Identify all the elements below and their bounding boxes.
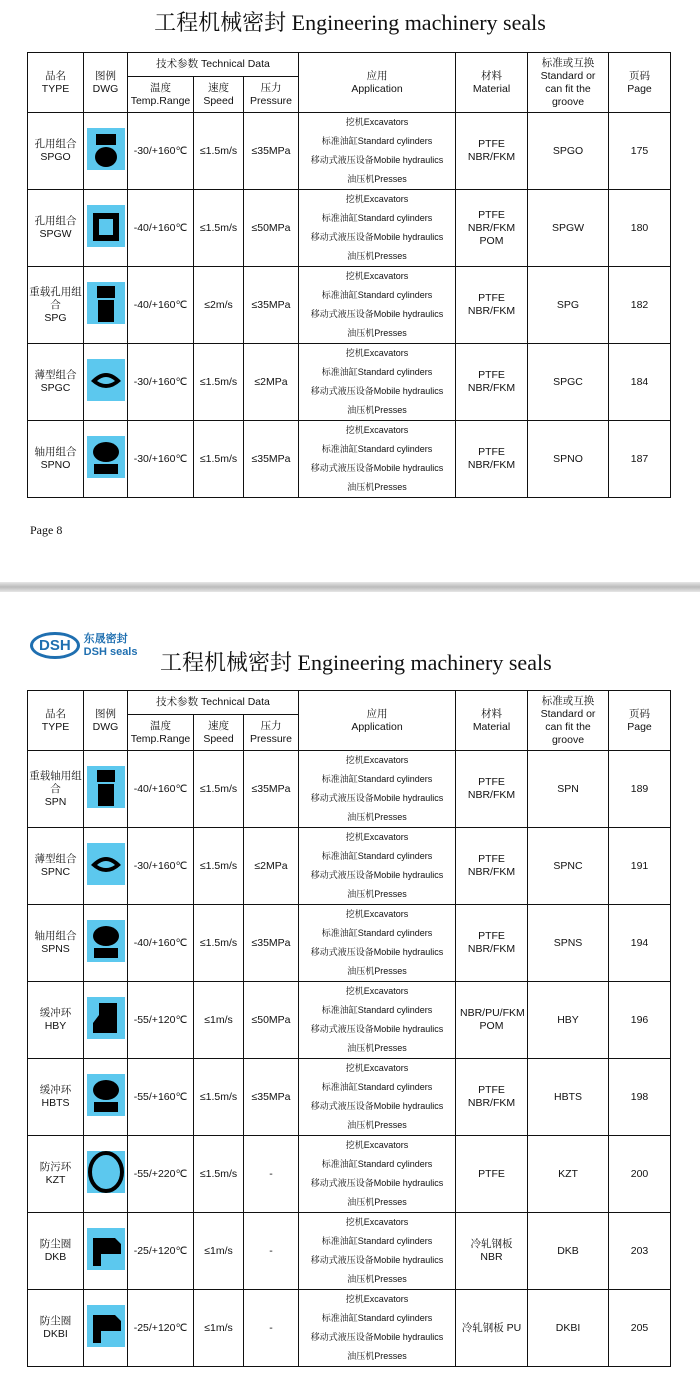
standard: KZT	[558, 1167, 578, 1180]
application-header-cn: 应用	[366, 707, 388, 720]
dsh-logo	[30, 632, 137, 659]
speed: ≤1.5m/s	[199, 859, 238, 872]
pressure: ≤35MPa	[251, 298, 291, 311]
type-cn: 防尘圈	[39, 1315, 72, 1327]
temp-range: -40/+160℃	[133, 221, 188, 234]
application-item: 标准油缸Standard cylinders	[321, 1313, 433, 1323]
application-item: 标准油缸Standard cylinders	[321, 213, 433, 223]
page-separator	[0, 582, 700, 592]
page-ref: 180	[630, 221, 649, 234]
table-row	[28, 190, 671, 267]
speed: ≤1.5m/s	[199, 221, 238, 234]
speed: ≤1.5m/s	[199, 375, 238, 388]
standard: SPGO	[552, 144, 584, 157]
material-header-cn: 材料	[481, 69, 502, 82]
dwg-header-cn: 图例	[95, 69, 116, 82]
temp-range: -30/+160℃	[133, 144, 188, 157]
table-row	[28, 828, 671, 905]
temp-header: Temp.Range	[130, 732, 191, 745]
speed: ≤1.5m/s	[199, 452, 238, 465]
type-cn: 防尘圈	[39, 1238, 72, 1250]
application-item: 油压机Presses	[347, 174, 407, 184]
temp-range: -40/+160℃	[133, 936, 188, 949]
application-item: 标准油缸Standard cylinders	[321, 1159, 433, 1169]
type-code: SPNO	[40, 459, 71, 471]
page-ref: 194	[630, 936, 649, 949]
pressure: -	[269, 1167, 273, 1180]
standard: SPN	[557, 782, 579, 795]
application-item: 标准油缸Standard cylinders	[321, 851, 433, 861]
application-item: 挖机Excavators	[345, 117, 409, 127]
seals-table-page-8	[27, 52, 671, 498]
material: PTFE NBR/FKM	[467, 930, 516, 955]
type-code: KZT	[45, 1174, 66, 1186]
temp-range: -25/+120℃	[133, 1321, 188, 1334]
application-item: 标准油缸Standard cylinders	[321, 774, 433, 784]
pressure-header-cn: 压力	[260, 719, 282, 732]
application-item: 油压机Presses	[347, 1351, 407, 1361]
page-title: 工程机械密封 Engineering machinery seals	[154, 10, 546, 35]
seal-drawing-icon	[87, 282, 125, 324]
application-header-cn: 应用	[366, 69, 388, 82]
type-header-cn: 品名	[45, 707, 66, 720]
temp-range: -55/+160℃	[133, 1090, 188, 1103]
standard-header: 标准或互换 Standard or can fit the groove	[540, 694, 596, 746]
dwg-header: DWG	[92, 720, 119, 733]
standard: SPG	[556, 298, 580, 311]
table-row	[28, 1290, 671, 1367]
table-row	[28, 1213, 671, 1290]
seal-drawing-icon	[87, 205, 125, 247]
application-item: 标准油缸Standard cylinders	[321, 1236, 433, 1246]
speed: ≤2m/s	[204, 298, 233, 311]
temp-range: -55/+120℃	[133, 1013, 188, 1026]
application-item: 挖机Excavators	[345, 271, 409, 281]
application-item: 油压机Presses	[347, 251, 407, 261]
pressure: ≤35MPa	[251, 782, 291, 795]
pressure: ≤35MPa	[251, 452, 291, 465]
speed: ≤1m/s	[204, 1244, 233, 1257]
type-cn: 孔用组合	[34, 138, 77, 150]
pressure: -	[269, 1244, 273, 1257]
application-item: 移动式液压设备Mobile hydraulics	[310, 1024, 444, 1034]
page-ref: 203	[630, 1244, 649, 1257]
page-ref: 205	[630, 1321, 649, 1334]
header-row	[28, 691, 671, 715]
type-code: SPNC	[40, 866, 71, 878]
application-item: 移动式液压设备Mobile hydraulics	[310, 870, 444, 880]
page-ref: 187	[630, 452, 649, 465]
application-item: 挖机Excavators	[345, 1140, 409, 1150]
seal-drawing-icon	[87, 359, 125, 401]
application-item: 挖机Excavators	[345, 425, 409, 435]
standard: SPNS	[553, 936, 583, 949]
material: PTFE NBR/FKM	[467, 1084, 516, 1109]
standard: HBY	[557, 1013, 579, 1026]
page-header-cn: 页码	[629, 69, 650, 82]
seal-drawing-icon	[87, 1305, 125, 1347]
logo-mark: DSH	[30, 632, 80, 659]
page-ref: 189	[630, 782, 649, 795]
application-item: 移动式液压设备Mobile hydraulics	[310, 1332, 444, 1342]
material: PTFE NBR/FKM	[467, 292, 516, 317]
pressure: -	[269, 1321, 273, 1334]
dwg-header: DWG	[92, 82, 119, 95]
page-ref: 184	[630, 375, 649, 388]
seal-drawing-icon	[87, 766, 125, 808]
pressure: ≤2MPa	[254, 375, 288, 388]
application-item: 移动式液压设备Mobile hydraulics	[310, 232, 444, 242]
application-item: 标准油缸Standard cylinders	[321, 1082, 433, 1092]
type-code: SPGO	[40, 151, 71, 163]
table-row	[28, 1059, 671, 1136]
speed-header-cn: 速度	[208, 81, 229, 94]
standard: DKB	[557, 1244, 579, 1257]
standard: HBTS	[553, 1090, 582, 1103]
material: PTFE	[478, 1167, 505, 1180]
material-header: Material	[472, 82, 511, 95]
material: PTFE NBR/FKM	[467, 446, 516, 471]
seal-drawing-icon	[87, 1151, 125, 1193]
type-header: TYPE	[41, 720, 70, 733]
temp-header-cn: 温度	[150, 719, 171, 732]
page-ref: 200	[630, 1167, 649, 1180]
technical-data-header: 技术参数 Technical Data	[156, 58, 270, 70]
type-code: HBY	[44, 1020, 67, 1032]
speed: ≤1.5m/s	[199, 1090, 238, 1103]
standard: SPGW	[551, 221, 585, 234]
pressure-header: Pressure	[249, 94, 292, 107]
standard: SPGC	[553, 375, 583, 388]
temp-range: -30/+160℃	[133, 859, 188, 872]
application-item: 油压机Presses	[347, 966, 407, 976]
seal-drawing-icon	[87, 843, 125, 885]
speed-header-cn: 速度	[208, 719, 229, 732]
pressure: ≤50MPa	[251, 1013, 291, 1026]
seals-table-page-9	[27, 690, 671, 1367]
application-item: 移动式液压设备Mobile hydraulics	[310, 463, 444, 473]
application-item: 油压机Presses	[347, 405, 407, 415]
temp-header: Temp.Range	[130, 94, 191, 107]
application-item: 移动式液压设备Mobile hydraulics	[310, 947, 444, 957]
logo-cn: 东晟密封	[83, 632, 128, 645]
speed-header: Speed	[203, 732, 234, 745]
seal-drawing-icon	[87, 997, 125, 1039]
type-cn: 重载孔用组合	[29, 285, 82, 311]
speed: ≤1m/s	[204, 1013, 233, 1026]
table-row	[28, 267, 671, 344]
header-row	[28, 53, 671, 77]
application-item: 挖机Excavators	[345, 348, 409, 358]
speed: ≤1.5m/s	[199, 936, 238, 949]
material: PTFE NBR/FKM	[467, 853, 516, 878]
type-code: SPGC	[40, 382, 71, 394]
page-header: Page	[627, 720, 652, 733]
table-row	[28, 421, 671, 498]
type-cn: 缓冲环	[39, 1007, 72, 1019]
type-code: HBTS	[41, 1097, 70, 1109]
pressure: ≤35MPa	[251, 144, 291, 157]
standard: DKBI	[555, 1321, 581, 1334]
material: NBR/PU/FKM POM	[460, 1007, 525, 1032]
page-header: Page	[627, 82, 652, 95]
pressure-header: Pressure	[249, 732, 292, 745]
standard: SPNC	[553, 859, 583, 872]
type-cn: 缓冲环	[39, 1084, 72, 1096]
speed: ≤1.5m/s	[199, 782, 238, 795]
table-row	[28, 905, 671, 982]
temp-range: -40/+160℃	[133, 782, 188, 795]
application-item: 移动式液压设备Mobile hydraulics	[310, 155, 444, 165]
standard: SPNO	[553, 452, 583, 465]
type-cn: 孔用组合	[34, 215, 77, 227]
pressure-header-cn: 压力	[260, 81, 282, 94]
temp-range: -55/+220℃	[133, 1167, 188, 1180]
application-item: 油压机Presses	[347, 1197, 407, 1207]
seal-drawing-icon	[87, 920, 125, 962]
material: PTFE NBR/FKM	[467, 776, 516, 801]
type-header-cn: 品名	[45, 69, 66, 82]
page-ref: 196	[630, 1013, 649, 1026]
application-item: 标准油缸Standard cylinders	[321, 367, 433, 377]
seal-drawing-icon	[87, 128, 125, 170]
type-cn: 防污环	[39, 1161, 72, 1173]
page-ref: 191	[630, 859, 649, 872]
material: PTFE NBR/FKM	[467, 138, 516, 163]
seal-drawing-icon	[87, 1228, 125, 1270]
page-header-cn: 页码	[629, 707, 650, 720]
logo-en: DSH seals	[83, 645, 138, 658]
application-item: 标准油缸Standard cylinders	[321, 136, 433, 146]
type-code: SPG	[44, 311, 67, 324]
standard-header: 标准或互换 Standard or can fit the groove	[540, 56, 596, 108]
material-header: Material	[472, 720, 511, 733]
type-code: SPGW	[39, 228, 72, 240]
pressure: ≤35MPa	[251, 936, 291, 949]
material-header-cn: 材料	[481, 707, 502, 720]
application-item: 油压机Presses	[347, 1120, 407, 1130]
type-code: DKBI	[43, 1328, 68, 1340]
application-item: 油压机Presses	[347, 812, 407, 822]
type-cn: 薄型组合	[34, 369, 77, 381]
seal-drawing-icon	[87, 436, 125, 478]
application-item: 挖机Excavators	[345, 194, 409, 204]
temp-range: -25/+120℃	[133, 1244, 188, 1257]
type-code: DKB	[44, 1251, 67, 1263]
application-item: 油压机Presses	[347, 1274, 407, 1284]
table-row	[28, 113, 671, 190]
application-item: 移动式液压设备Mobile hydraulics	[310, 1101, 444, 1111]
pressure: ≤2MPa	[254, 859, 288, 872]
application-item: 移动式液压设备Mobile hydraulics	[310, 793, 444, 803]
pressure: ≤50MPa	[251, 221, 291, 234]
application-item: 油压机Presses	[347, 1043, 407, 1053]
application-item: 挖机Excavators	[345, 1294, 409, 1304]
speed: ≤1.5m/s	[199, 144, 238, 157]
page-ref: 198	[630, 1090, 649, 1103]
application-header: Application	[351, 720, 403, 733]
table-row	[28, 1136, 671, 1213]
application-item: 挖机Excavators	[345, 1063, 409, 1073]
material: PTFE NBR/FKM	[467, 369, 516, 394]
type-cn: 轴用组合	[34, 446, 77, 458]
application-item: 挖机Excavators	[345, 909, 409, 919]
temp-header-cn: 温度	[150, 81, 171, 94]
application-item: 标准油缸Standard cylinders	[321, 444, 433, 454]
type-code: SPNS	[41, 943, 70, 955]
application-item: 油压机Presses	[347, 889, 407, 899]
application-item: 挖机Excavators	[345, 986, 409, 996]
application-item: 油压机Presses	[347, 482, 407, 492]
application-item: 挖机Excavators	[345, 755, 409, 765]
type-header: TYPE	[41, 82, 70, 95]
application-item: 挖机Excavators	[345, 1217, 409, 1227]
page-ref: 175	[630, 144, 649, 157]
application-item: 挖机Excavators	[345, 832, 409, 842]
table-row	[28, 751, 671, 828]
application-item: 移动式液压设备Mobile hydraulics	[310, 309, 444, 319]
temp-range: -30/+160℃	[133, 375, 188, 388]
table-row	[28, 344, 671, 421]
temp-range: -40/+160℃	[133, 298, 188, 311]
seal-drawing-icon	[87, 1074, 125, 1116]
type-cn: 薄型组合	[34, 853, 77, 865]
application-header: Application	[351, 82, 403, 95]
type-cn: 轴用组合	[34, 930, 77, 942]
table-row	[28, 982, 671, 1059]
page-title: 工程机械密封 Engineering machinery seals	[160, 650, 552, 675]
application-item: 油压机Presses	[347, 328, 407, 338]
temp-range: -30/+160℃	[133, 452, 188, 465]
application-item: 标准油缸Standard cylinders	[321, 928, 433, 938]
material: 冷轧钢板 NBR	[470, 1238, 513, 1263]
material: 冷轧钢板 PU	[461, 1321, 522, 1334]
speed-header: Speed	[203, 94, 234, 107]
speed: ≤1m/s	[204, 1321, 233, 1334]
material: PTFE NBR/FKM POM	[467, 208, 516, 247]
application-item: 移动式液压设备Mobile hydraulics	[310, 386, 444, 396]
application-item: 移动式液压设备Mobile hydraulics	[310, 1255, 444, 1265]
page-number: Page 8	[30, 523, 63, 537]
application-item: 移动式液压设备Mobile hydraulics	[310, 1178, 444, 1188]
type-code: SPN	[44, 795, 67, 808]
application-item: 标准油缸Standard cylinders	[321, 1005, 433, 1015]
application-item: 标准油缸Standard cylinders	[321, 290, 433, 300]
technical-data-header: 技术参数 Technical Data	[156, 696, 270, 708]
type-cn: 重载轴用组合	[29, 769, 82, 795]
speed: ≤1.5m/s	[199, 1167, 238, 1180]
page-ref: 182	[630, 298, 649, 311]
pressure: ≤35MPa	[251, 1090, 291, 1103]
dwg-header-cn: 图例	[95, 707, 116, 720]
